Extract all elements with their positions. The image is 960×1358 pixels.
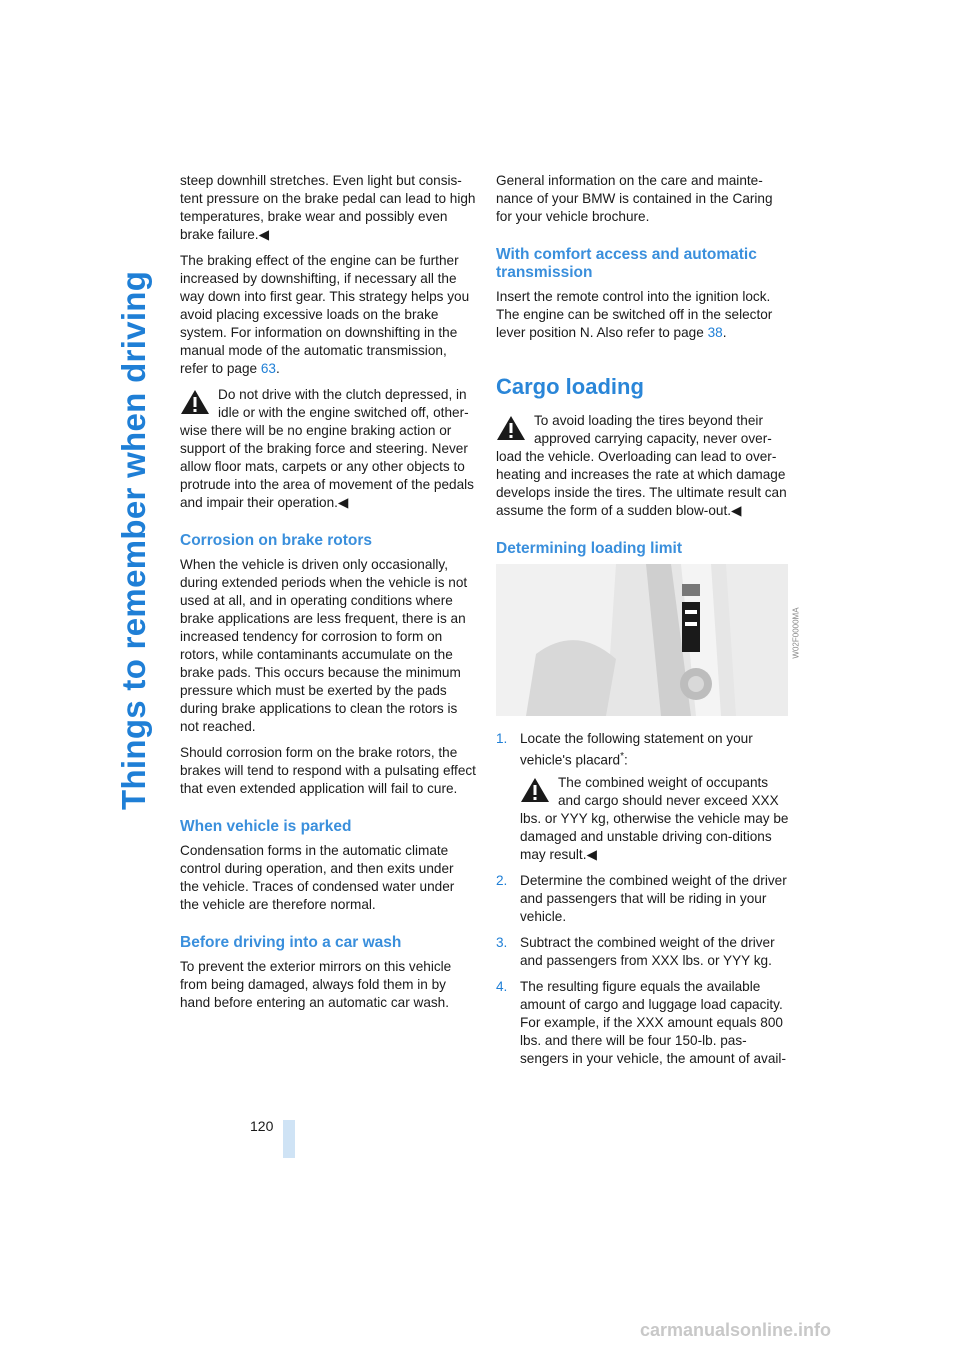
warning-icon (520, 776, 550, 804)
list-item: 2. Determine the combined weight of the driver and passengers that will be riding in your vehicle. (496, 872, 787, 924)
page-number: 120 (250, 1118, 274, 1134)
right-column (496, 172, 801, 1076)
chapter-title-text: Things to remember when driving (115, 270, 152, 810)
step-number: 4. (496, 978, 508, 994)
warning-icon (496, 414, 526, 442)
heading-corrosion: Corrosion on brake rotors (180, 532, 373, 549)
warning-text: Do not drive with the clutch depressed, in idle or with the engine switched off, other-wise there will be no engine braking action or support of the braking force and steering. Never allow floor mats, carpets or any other objects to protrude into the area of movement of the pedals and impair their operation.◀ (180, 387, 474, 510)
footer-watermark: carmanualsonline.info (640, 1320, 832, 1340)
paragraph: When the vehicle is driven only occasionally, during extended periods when the vehicle is not used at all, and in operating conditions where brake applications are less frequent, there is an increased tendency for corrosion to form on rotors, while contaminants accumulate on the brake pads. This occurs because the minimum pressure which must be exerted by the pads during brake applications to clean the rotors is not reached. (180, 557, 468, 734)
paragraph: To prevent the exterior mirrors on this vehicle from being damaged, always fold them in by hand before entering an automatic car wash. (180, 959, 452, 1010)
paragraph: Insert the remote control into the ignition lock. The engine can be switched off in the selector lever position N. Also refer to page 38. (496, 289, 773, 340)
list-item: 4. The resulting figure equals the available amount of cargo and luggage load capacity. For example, if the XXX amount equals 800 lbs. and there will be four 150-lb. pas-sengers in your vehicle, the amount of avail- (496, 978, 786, 1066)
heading-comfort-access: With comfort access and automatic transmission (496, 246, 757, 281)
warning-text: To avoid loading the tires beyond their approved carrying capacity, never over-load the vehicle. Overloading can lead to over-heating and increases the rate at which damage develops inside the tires. The ultimate result can assume the form of a sudden blow-out.◀ (496, 413, 787, 518)
warning-note (520, 774, 792, 864)
paragraph: Condensation forms in the automatic climate control during operation, and then exits under the vehicle. Traces of condensed water under the vehicle are therefore normal. (180, 843, 455, 912)
sidebar-chapter-title (112, 230, 172, 810)
step-number: 3. (496, 934, 508, 950)
page-link[interactable]: 38 (707, 325, 723, 340)
warning-note (496, 412, 792, 520)
paragraph: General information on the care and mainte-nance of your BMW is contained in the Caring for your vehicle brochure. (496, 173, 773, 224)
paragraph: steep downhill stretches. Even light but consis-tent pressure on the brake pedal can lead to high temperatures, brake wear and possibly even brake failure.◀ (180, 173, 476, 242)
left-column (180, 172, 476, 1020)
page-marker-bar (283, 1120, 295, 1158)
heading-cargo-loading: Cargo loading (496, 374, 644, 399)
heading-carwash: Before driving into a car wash (180, 934, 402, 951)
optional-equipment-star: * (620, 751, 624, 762)
heading-loading-limit: Determining loading limit (496, 540, 683, 557)
step-number: 1. (496, 731, 508, 746)
photo-code: W02F0000MA (791, 607, 801, 659)
warning-note (180, 386, 476, 512)
door-pillar-illustration (496, 564, 788, 716)
warning-icon (180, 388, 210, 416)
page-link[interactable]: 63 (260, 361, 276, 376)
warning-text: The combined weight of occupants and cargo should never exceed XXX lbs. or YYY kg, otherwise the vehicle may be damaged and unstable driving con-ditions may result.◀ (520, 774, 789, 862)
step-number: 2. (496, 872, 508, 888)
list-item: 1. Locate the following statement on your vehicle's placard*: The combined weight of occupants and cargo should never exceed XXX lbs. or YYY kg, otherwise the vehicle may be damaged and unstable driving con-ditions may result.◀ (496, 730, 792, 864)
paragraph: The braking effect of the engine can be further increased by downshifting, if necessary all the way down into first gear. This strategy helps you avoid placing excessive loads on the brake system. For information on downshifting in the manual mode of the automatic transmission, refer to page 63. (180, 253, 470, 376)
heading-parked: When vehicle is parked (180, 818, 352, 835)
paragraph: Should corrosion form on the brake rotors, the brakes will tend to respond with a pulsating effect that even extended application will fail to cure. (180, 745, 476, 796)
door-pillar-placard-photo (496, 564, 801, 716)
list-item: 3. Subtract the combined weight of the driver and passengers from XXX lbs. or YYY kg. (496, 934, 775, 968)
steps-list (496, 730, 792, 1068)
